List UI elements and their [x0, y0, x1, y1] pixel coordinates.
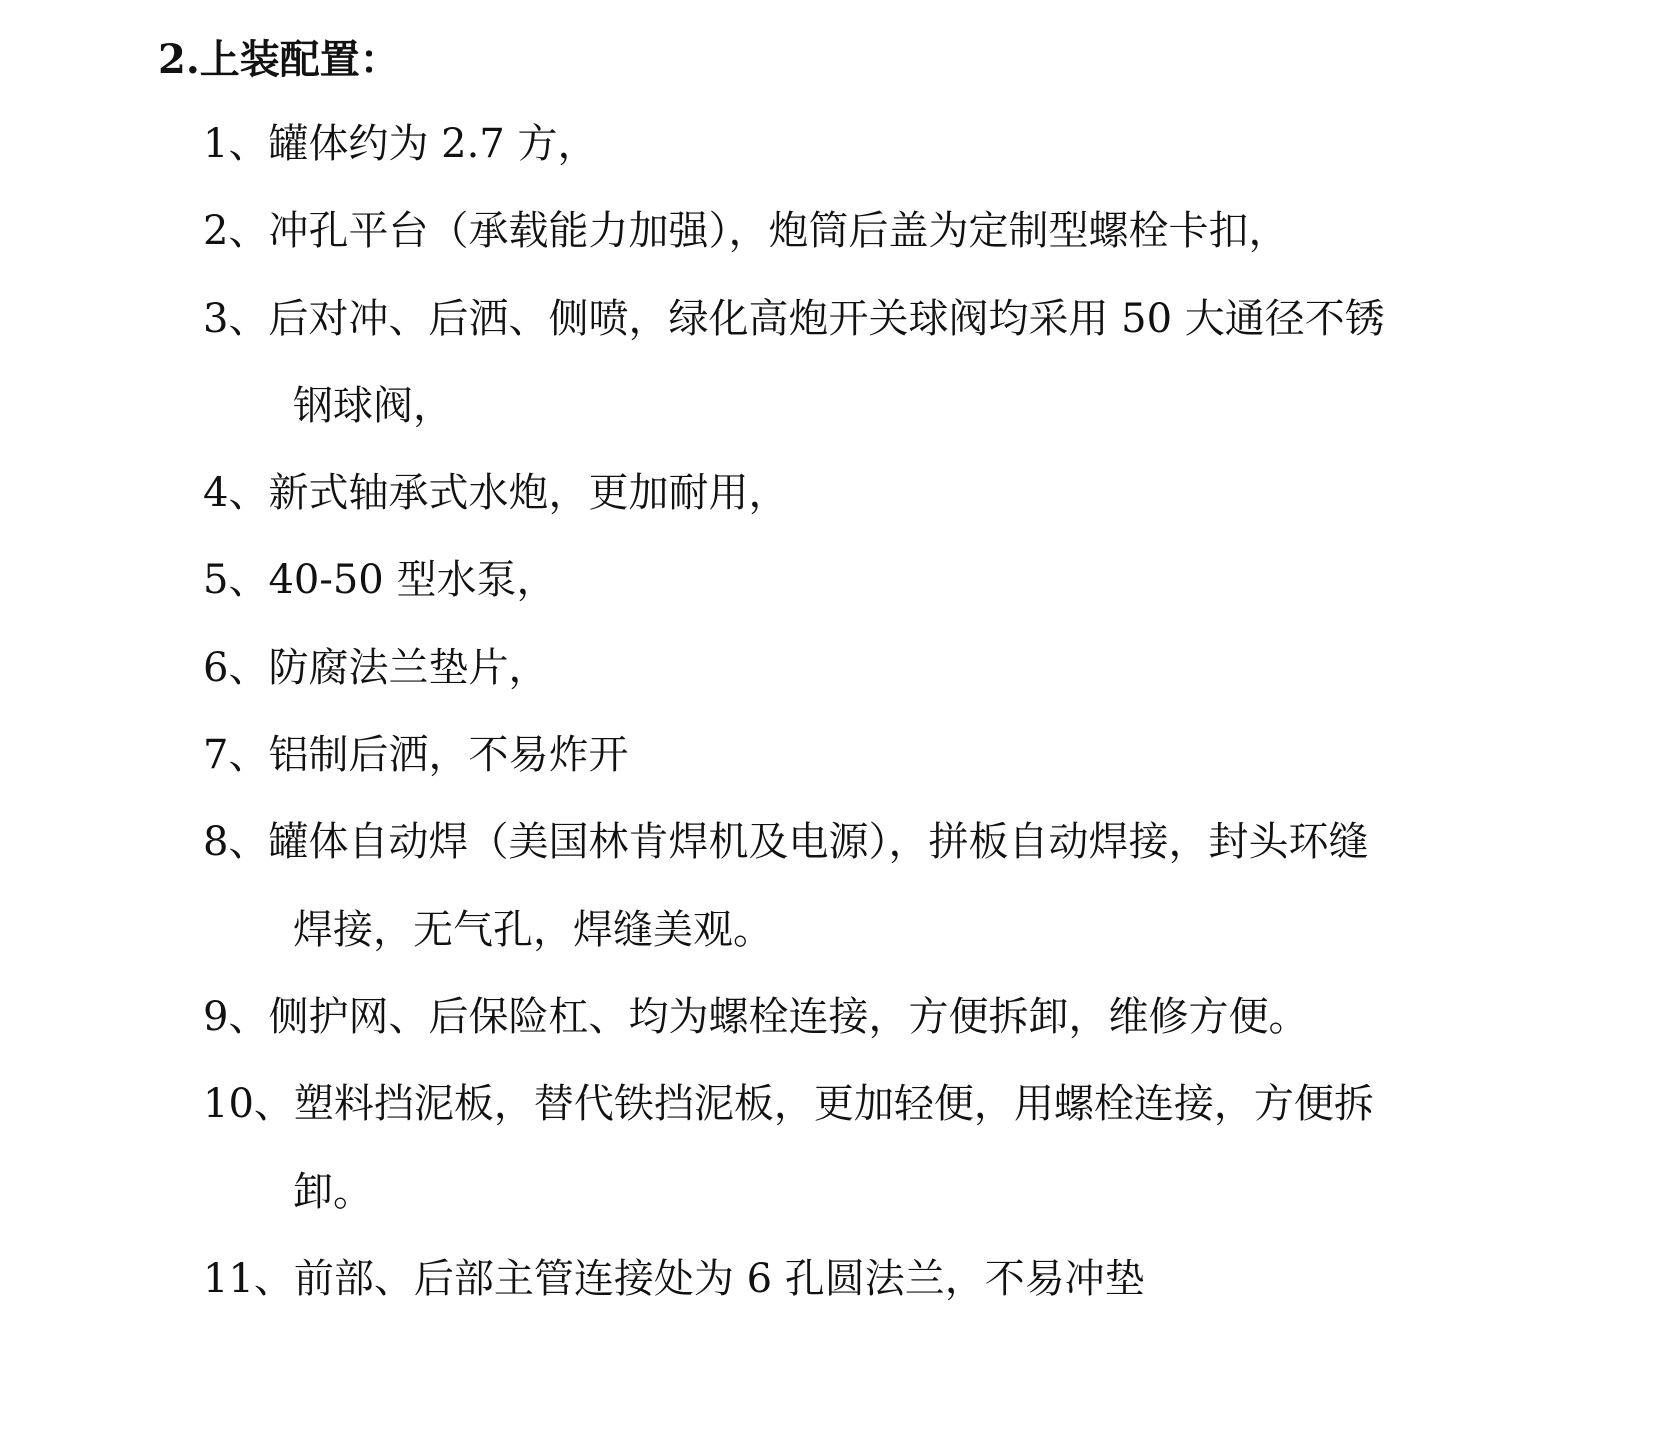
list-item	[203, 638, 1503, 725]
list-item-line: 8、罐体自动焊（美国林肯焊机及电源），拼板自动焊接，封头环缝	[203, 819, 1369, 866]
list-item-line: 5、40-50 型水泵，	[203, 557, 557, 604]
list-item	[203, 114, 1503, 201]
list-item-continuation: 卸。	[293, 1168, 373, 1215]
list-item	[203, 1074, 1503, 1249]
list-item	[203, 1249, 1503, 1336]
list-item-line: 2、冲孔平台（承载能力加强），炮筒后盖为定制型螺栓卡扣，	[203, 208, 1289, 255]
list-item-line: 10、塑料挡泥板，替代铁挡泥板，更加轻便，用螺栓连接，方便拆	[203, 1081, 1374, 1128]
list-item	[203, 201, 1503, 288]
list-item	[203, 289, 1503, 464]
list-item-line: 9、侧护网、后保险杠、均为螺栓连接，方便拆卸，维修方便。	[203, 993, 1309, 1040]
list-item	[203, 987, 1503, 1074]
list-item-line: 3、后对冲、后洒、侧喷，绿化高炮开关球阀均采用 50 大通径不锈	[203, 295, 1385, 342]
list-item	[203, 725, 1503, 812]
list-item	[203, 812, 1503, 987]
list-item-line: 11、前部、后部主管连接处为 6 孔圆法兰，不易冲垫	[203, 1255, 1145, 1302]
list-item-line: 4、新式轴承式水炮，更加耐用，	[203, 470, 789, 517]
list-item-line: 1、罐体约为 2.7 方，	[203, 121, 598, 167]
list-item	[203, 463, 1503, 550]
list-item-continuation: 钢球阀，	[293, 382, 453, 429]
config-list	[203, 114, 1503, 1336]
list-item-continuation: 焊接，无气孔，焊缝美观。	[293, 906, 773, 953]
section-heading: 2.上装配置：	[158, 36, 400, 83]
list-item-line: 6、防腐法兰垫片，	[203, 644, 549, 691]
list-item	[203, 550, 1503, 637]
list-item-line: 7、铝制后洒，不易炸开	[203, 732, 629, 779]
